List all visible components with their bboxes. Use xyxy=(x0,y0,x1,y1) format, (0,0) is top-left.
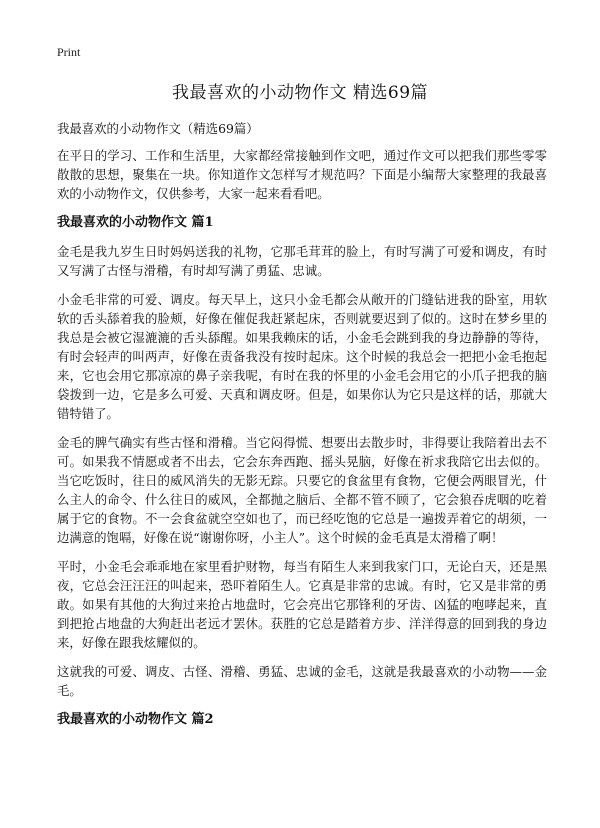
intro-paragraph: 在平日的学习、工作和生活里，大家都经常接触到作文吧，通过作文可以把我们那些零零散散的思想，聚集在一块。你知道作文怎样写才规范吗？下面是小编帮大家整理的我最喜欢的小动物作文，仅供参考，大家一起来看看吧。 xyxy=(57,148,547,201)
paragraph: 小金毛非常的可爱、调皮。每天早上，这只小金毛都会从敞开的门缝钻进我的卧室，用软软的舌头舔着我的脸颊，好像在催促我赶紧起床，否则就要迟到了似的。这时在梦乡里的我总是会被它湿漉漉的舌头舔醒。如果我赖床的话，小金毛会跳到我的身边静静的等待，有时会轻声的叫两声，好像在责备我没有按时起床。这个时候的我总会一把把小金毛抱起来，它也会用它那凉凉的鼻子亲我呢，有时在我的怀里的小金毛会用它的小爪子把我的脑袋拨到一边，它是多么可爱、天真和调皮呀。但是，如果你认为它只是这样的话，那就大错特错了。 xyxy=(57,292,547,421)
article-body xyxy=(57,119,547,739)
section-heading: 我最喜欢的小动物作文 篇1 xyxy=(57,215,214,230)
paragraph: 金毛的脾气确实有些古怪和滑稽。当它闷得慌、想要出去散步时，非得要让我陪着出去不可。如果我不情愿或者不出去，它会东奔西跑、摇头晃脑，好像在祈求我陪它出去似的。当它吃饭时，往日的威风消失的无影无踪。只要它的食盆里有食物，它便会两眼冒光，什么主人的命令、什么往日的威风，全都抛之脑后、全都不管不顾了，它会狼吞虎咽的吃着属于它的食物。不一会食盆就空空如也了，而已经吃饱的它总是一遍拨弄着它的胡须，一边满意的饱嗝，好像在说“谢谢你呀，小主人”。这个时候的金毛真是太滑稽了啊！ xyxy=(57,435,547,545)
page-title: 我最喜欢的小动物作文 精选69篇 xyxy=(171,83,429,103)
paragraph: 平时，小金毛会乖乖地在家里看护财物，每当有陌生人来到我家门口，无论白天，还是黑夜，它总会汪汪汪的叫起来，恐吓着陌生人。它真是非常的忠诚。有时，它又是非常的勇敢。如果有其他的大狗过来抢占地盘时，它会亮出它那锋利的牙齿、凶猛的咆哮起来，直到把抢占地盘的大狗赶出老远才罢休。获胜的它总是踏着方步、洋洋得意的回到我的身边来，好像在跟我炫耀似的。 xyxy=(57,559,547,650)
paragraph: 这就我的可爱、调皮、古怪、滑稽、勇猛、忠诚的金毛，这就是我最喜欢的小动物——金毛。 xyxy=(57,664,547,698)
print-link[interactable]: Print xyxy=(57,45,81,59)
article-subtitle: 我最喜欢的小动物作文（精选69篇） xyxy=(57,121,259,136)
paragraph: 金毛是我九岁生日时妈妈送我的礼物，它那毛茸茸的脸上，有时写满了可爱和调皮，有时又写满了古怪与滑稽，有时却写满了勇猛、忠诚。 xyxy=(57,244,547,278)
section-heading: 我最喜欢的小动物作文 篇2 xyxy=(57,712,214,727)
